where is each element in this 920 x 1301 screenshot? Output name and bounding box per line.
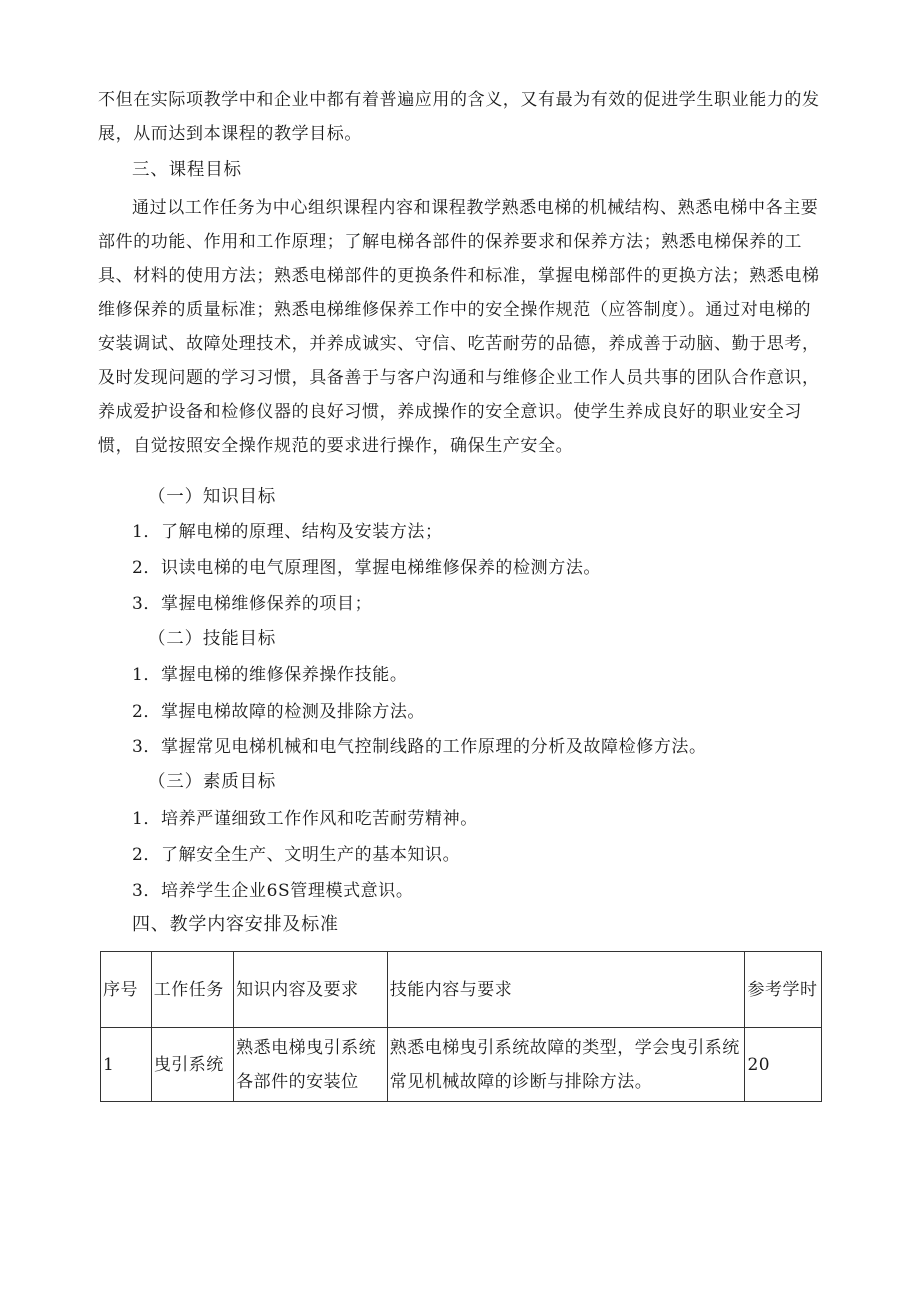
cell-knowledge: 熟悉电梯曳引系统各部件的安装位: [234, 1028, 388, 1102]
skill-objectives-heading: （二）技能目标: [148, 629, 277, 649]
knowledge-item-2: 2．识读电梯的电气原理图，掌握电梯维修保养的检测方法。: [132, 558, 602, 578]
course-objectives-paragraph: 通过以工作任务为中心组织课程内容和课程教学熟悉电梯的机械结构、熟悉电梯中各主要部件的功能、作用和工作原理；了解电梯各部件的保养要求和保养方法；熟悉电梯保养的工具、材料的使用方法；熟悉电梯部件的更换条件和标准，掌握电梯部件的更换方法；熟悉电梯维修保养的质量标准；熟悉电梯维修保养工作中的安全操作规范（应答制度）。通过对电梯的安装调试、故障处理技术，并养成诚实、守信、吃苦耐劳的品德，养成善于动脑、勤于思考，及时发现问题的学习习惯，具备善于与客户沟通和与维修企业工作人员共事的团队合作意识，养成爱护设备和检修仪器的良好习惯，养成操作的安全意识。使学生养成良好的职业安全习惯，自觉按照安全操作规范的要求进行操作，确保生产安全。: [98, 198, 820, 456]
curriculum-table: [100, 951, 822, 1102]
section-3-heading: 三、课程目标: [132, 160, 242, 180]
knowledge-item-1: 1．了解电梯的原理、结构及安装方法；: [132, 522, 443, 542]
skill-item-1: 1．掌握电梯的维修保养操作技能。: [132, 665, 408, 685]
cell-number: 1: [101, 1028, 152, 1102]
knowledge-objectives-heading: （一）知识目标: [148, 487, 277, 507]
skill-item-2: 2．掌握电梯故障的检测及排除方法。: [132, 702, 426, 722]
table-row: [101, 1028, 822, 1102]
header-skill: 技能内容与要求: [387, 952, 745, 1028]
cell-hours: 20: [745, 1028, 822, 1102]
quality-item-1: 1．培养严谨细致工作作风和吃苦耐劳精神。: [132, 809, 478, 829]
cell-skill: 熟悉电梯曳引系统故障的类型，学会曳引系统常见机械故障的诊断与排除方法。: [387, 1028, 745, 1102]
header-knowledge: 知识内容及要求: [234, 952, 388, 1028]
quality-objectives-heading: （三）素质目标: [148, 772, 277, 792]
header-task: 工作任务: [151, 952, 233, 1028]
section-4-heading: 四、教学内容安排及标准: [132, 914, 339, 935]
quality-item-3: 3．培养学生企业6S管理模式意识。: [132, 881, 414, 901]
intro-paragraph: 不但在实际项教学中和企业中都有着普遍应用的含义，又有最为有效的促进学生职业能力的发展，从而达到本课程的教学目标。: [98, 90, 820, 144]
table-header-row: [101, 952, 822, 1028]
header-hours: 参考学时: [745, 952, 822, 1028]
header-number: 序号: [101, 952, 152, 1028]
quality-item-2: 2．了解安全生产、文明生产的基本知识。: [132, 845, 461, 865]
cell-task: 曳引系统: [151, 1028, 233, 1102]
skill-item-3: 3．掌握常见电梯机械和电气控制线路的工作原理的分析及故障检修方法。: [132, 737, 707, 757]
knowledge-item-3: 3．掌握电梯维修保养的项目；: [132, 594, 373, 614]
